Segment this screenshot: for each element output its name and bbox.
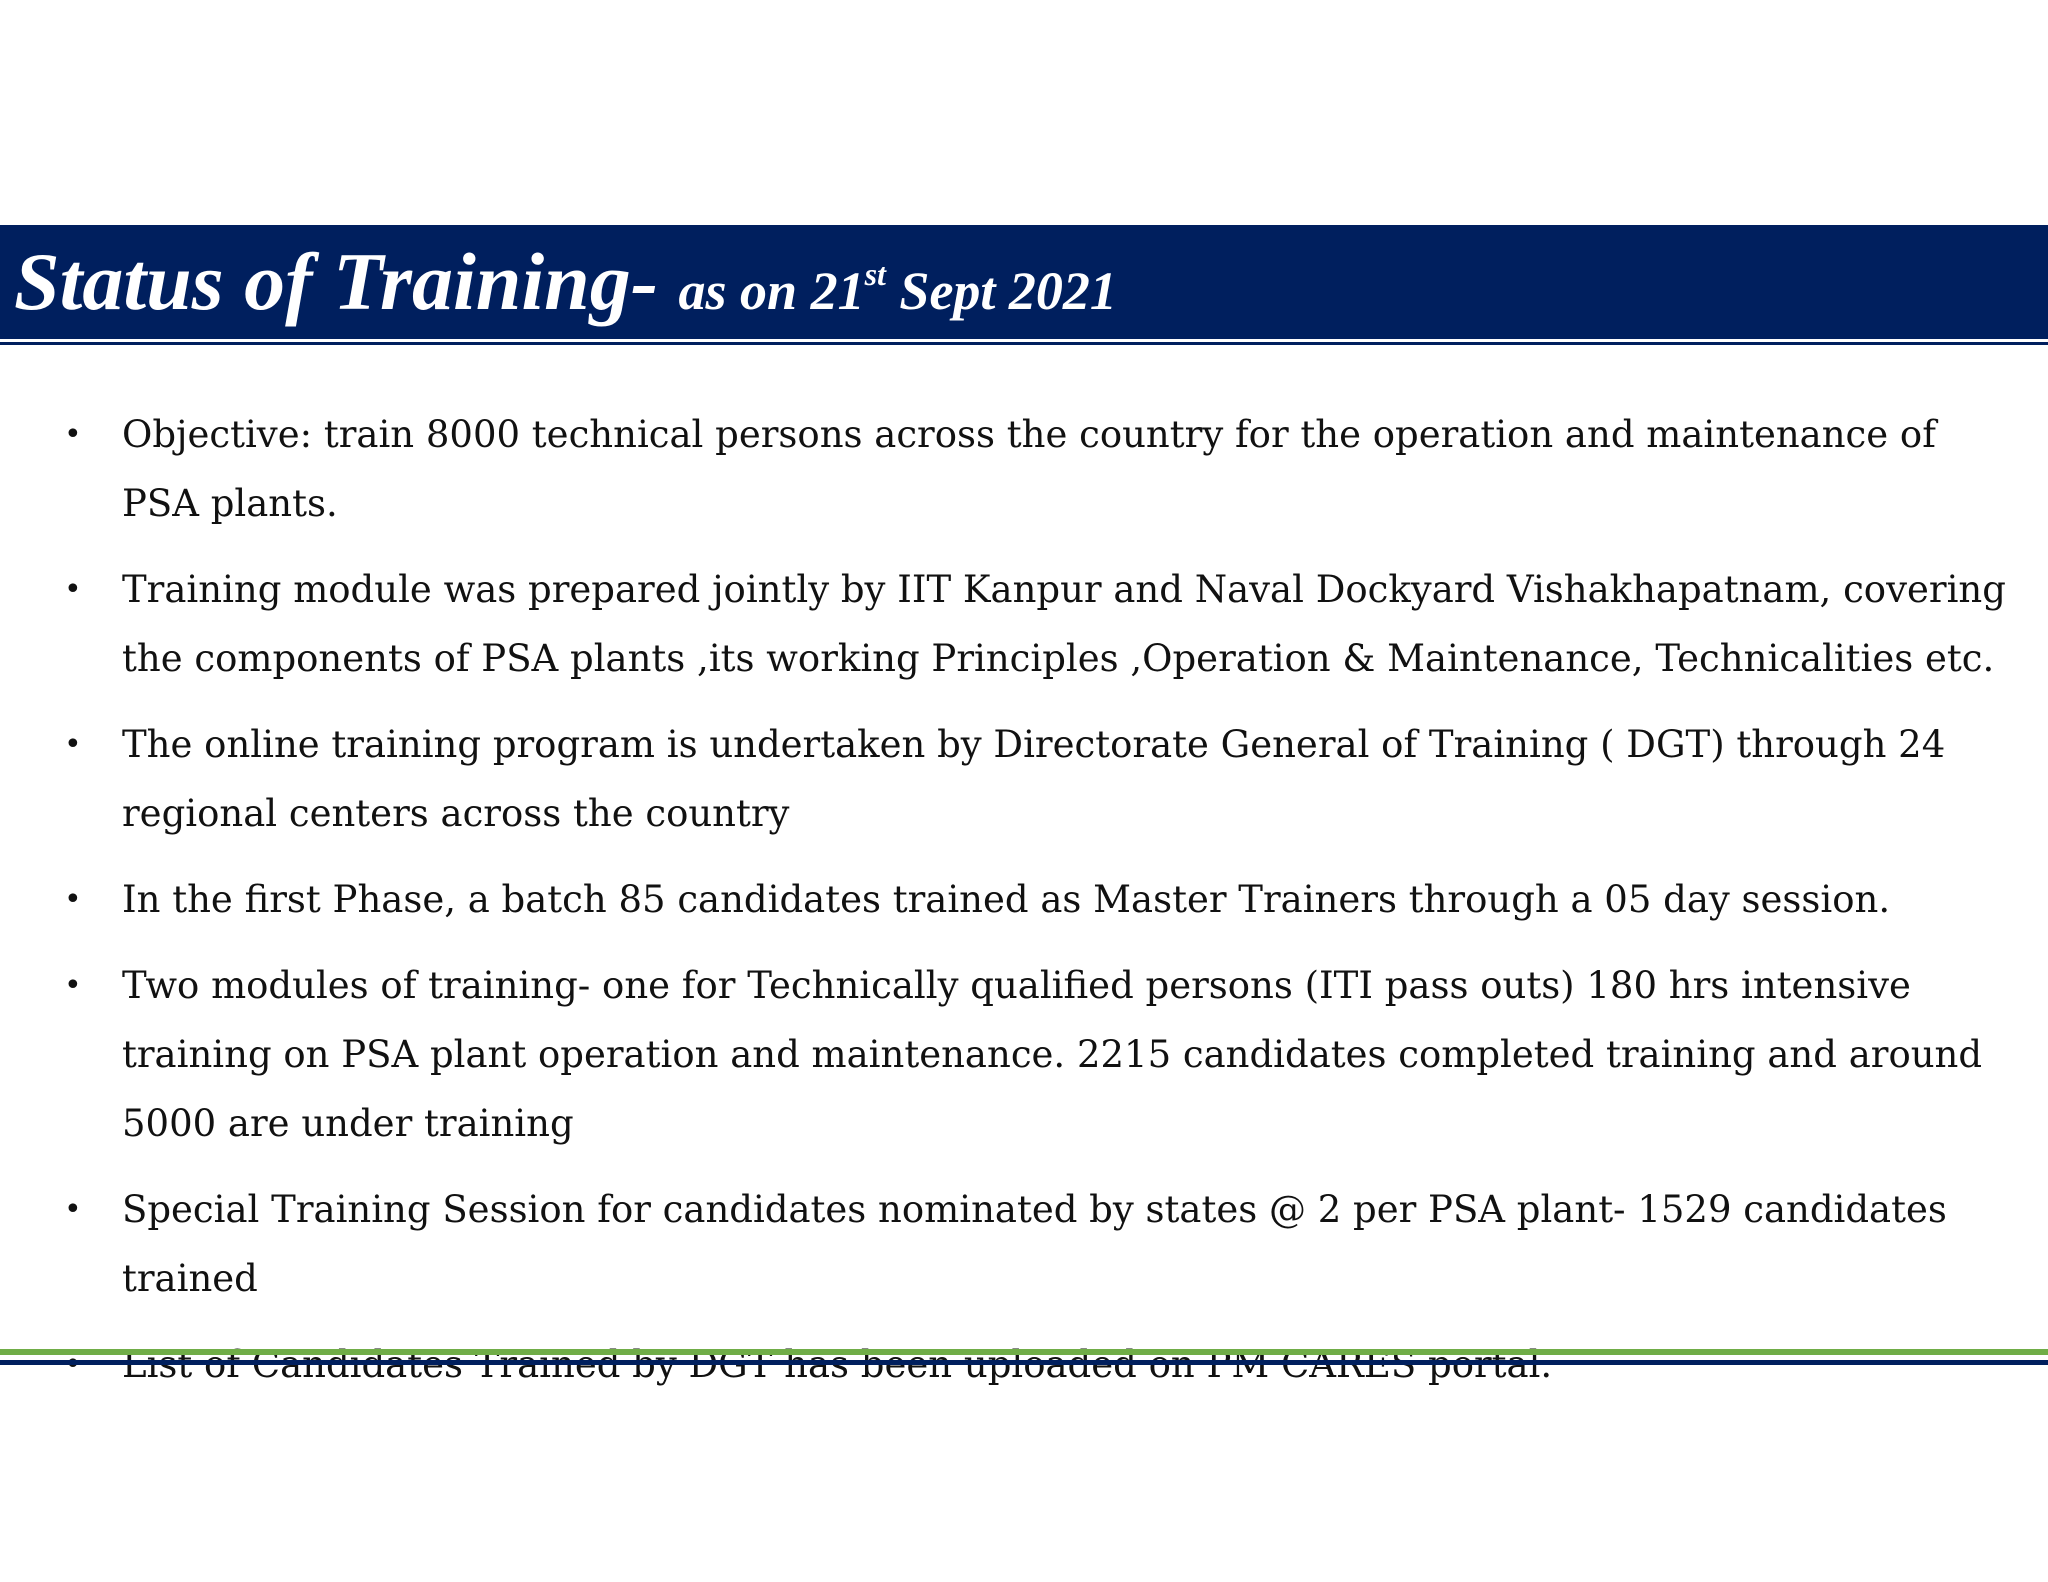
footer-rule-green	[0, 1349, 2048, 1355]
bullet-text: The online training program is undertaken by Directorate General of Training ( DGT) through 24 regional centers across the country	[122, 723, 1946, 835]
bullet-text: Training module was prepared jointly by IIT Kanpur and Naval Dockyard Vishakhapatnam, covering the components of PSA plants ,its working Principles ,Operation & Maintenance, Technicalities etc.	[122, 568, 2006, 680]
bullet-item	[60, 865, 2010, 934]
bullet-dot-icon: •	[64, 882, 82, 917]
bullet-dot-icon: •	[64, 417, 82, 452]
bullet-text: Special Training Session for candidates nominated by states @ 2 per PSA plant- 1529 candidates trained	[122, 1188, 1947, 1300]
bullet-item	[60, 1175, 2010, 1313]
bullet-dot-icon: •	[64, 968, 82, 1003]
title-underline	[0, 342, 2048, 345]
slide-title-date-prefix: as on 21	[678, 261, 865, 321]
bullet-dot-icon: •	[64, 572, 82, 607]
slide-title-date-suffix: Sept 2021	[885, 261, 1117, 321]
bullet-text: Objective: train 8000 technical persons across the country for the operation and maintenance of PSA plants.	[122, 413, 1936, 525]
bullet-dot-icon: •	[64, 727, 82, 762]
bullet-item	[60, 710, 2010, 848]
bullet-text: Two modules of training- one for Technically qualified persons (ITI pass outs) 180 hrs intensive training on PSA plant operation and maintenance. 2215 candidates completed training and around 5000 are under training	[122, 964, 1983, 1145]
bullet-item	[60, 400, 2010, 538]
bullet-dot-icon: •	[64, 1192, 82, 1227]
bullet-text: In the first Phase, a batch 85 candidates trained as Master Trainers through a 05 day session.	[122, 878, 1891, 921]
footer-rule-navy	[0, 1360, 2048, 1365]
bullet-item	[60, 951, 2010, 1158]
slide-title-main: Status of Training-	[14, 236, 679, 327]
bullet-list	[60, 400, 2010, 1416]
slide-title	[14, 232, 1117, 332]
slide-title-date-ordinal: st	[864, 256, 886, 292]
bullet-item	[60, 555, 2010, 693]
